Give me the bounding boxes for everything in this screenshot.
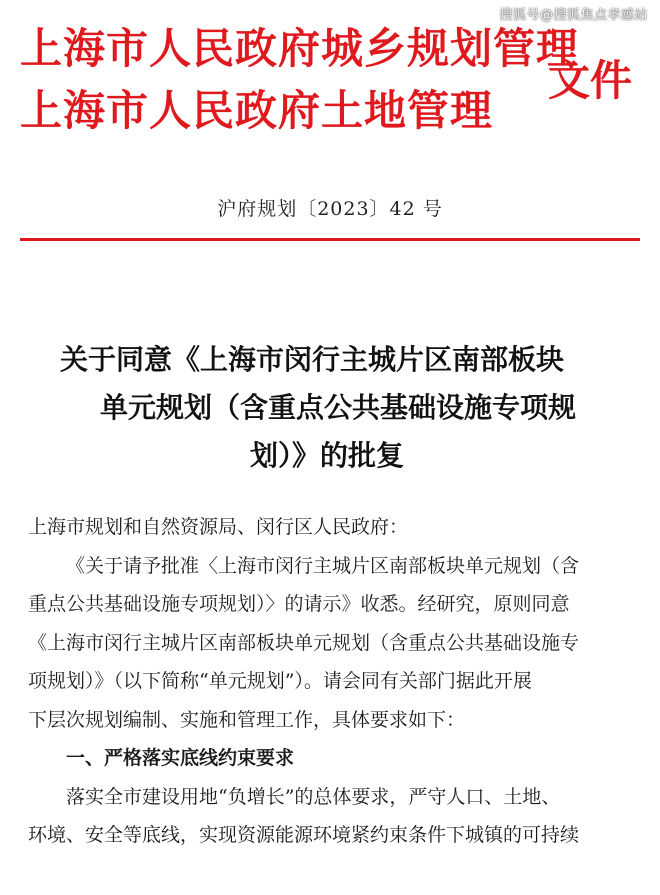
paragraph-1-line: 《关于请予批准〈上海市闵行主城片区南部板块单元规划（含 bbox=[66, 554, 580, 577]
document-title bbox=[60, 336, 610, 480]
red-divider-line bbox=[20, 238, 640, 241]
paragraph-1-line: 重点公共基础设施专项规划）〉的请示》收悉。经研究，原则同意 bbox=[28, 593, 570, 615]
document-type-label: 文件 bbox=[548, 56, 633, 105]
paragraph-2-line: 落实全市建设用地“负增长”的总体要求，严守人口、土地、 bbox=[66, 785, 561, 808]
section-heading-1: 一、严格落实底线约束要求 bbox=[66, 747, 295, 769]
issuer-line-1: 上海市人民政府城乡规划管理 bbox=[20, 24, 580, 73]
paragraph-1-line: 《上海市闵行主城片区南部板块单元规划（含重点公共基础设施专 bbox=[28, 631, 580, 654]
document-number: 沪府规划〔2023〕42 号 bbox=[217, 198, 443, 220]
paragraph-2-line: 环境、安全等底线，实现资源能源环境紧约束条件下城镇的可持续 bbox=[28, 824, 580, 846]
addressee: 上海市规划和自然资源局、闵行区人民政府： bbox=[28, 516, 409, 538]
paragraph-1-line: 项规划）》（以下简称“单元规划”）。请会同有关部门据此开展 bbox=[28, 670, 532, 692]
title-line-3: 划）》的批复 bbox=[250, 439, 405, 472]
document-body bbox=[28, 508, 646, 855]
paragraph-1-line: 下层次规划编制、实施和管理工作，具体要求如下： bbox=[28, 708, 466, 731]
issuer-line-2: 上海市人民政府土地管理 bbox=[20, 86, 494, 135]
watermark: 搜狐号@搜狐焦点孝感站 bbox=[499, 8, 648, 23]
title-line-1: 关于同意《上海市闵行主城片区南部板块 bbox=[60, 343, 565, 376]
title-line-2: 单元规划（含重点公共基础设施专项规 bbox=[100, 391, 577, 424]
document-header bbox=[20, 20, 640, 160]
